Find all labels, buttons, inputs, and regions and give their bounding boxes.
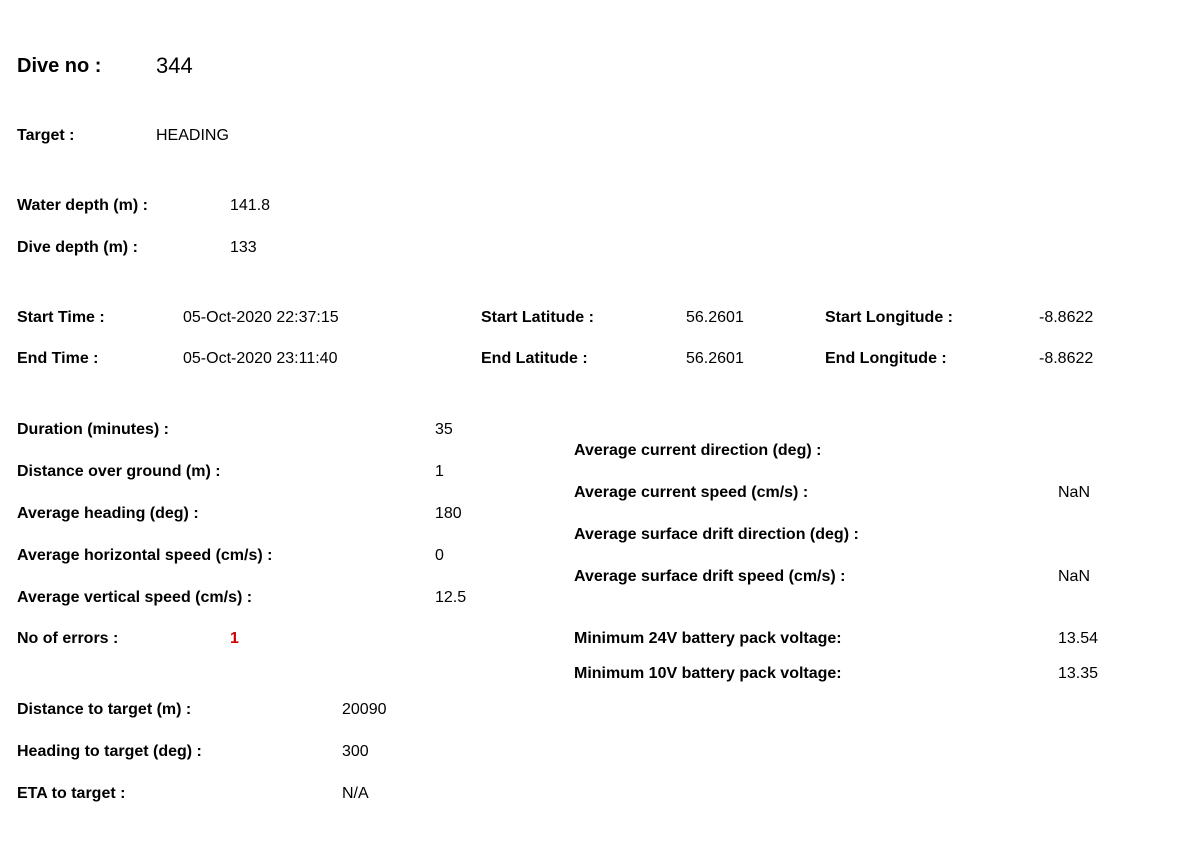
dive-depth-label: Dive depth (m) : [17,239,138,256]
average-horizontal-speed-label: Average horizontal speed (cm/s) : [17,547,273,564]
distance-over-ground-value: 1 [435,463,444,480]
start-time-value: 05-Oct-2020 22:37:15 [183,309,339,326]
start-time-label: Start Time : [17,309,105,326]
end-time-label: End Time : [17,350,99,367]
average-vertical-speed-label: Average vertical speed (cm/s) : [17,589,253,606]
duration-value: 35 [435,421,453,438]
surface-drift-speed-label: Average surface drift speed (cm/s) : [574,568,846,585]
duration-label: Duration (minutes) : [17,421,169,438]
surface-drift-speed-value: NaN [1058,568,1091,585]
battery-24v-label: Minimum 24V battery pack voltage: [574,630,842,647]
surface-drift-direction-label: Average surface drift direction (deg) : [574,526,859,543]
start-latitude-value: 56.2601 [686,309,744,326]
errors-count: 1 [230,630,239,647]
water-depth-label: Water depth (m) : [17,197,148,214]
distance-to-target-label: Distance to target (m) : [17,701,192,718]
average-heading-value: 180 [435,505,462,522]
distance-over-ground-label: Distance over ground (m) : [17,463,221,480]
start-latitude-label: Start Latitude : [481,309,594,326]
average-horizontal-speed-value: 0 [435,547,444,564]
end-longitude-label: End Longitude : [825,350,947,367]
end-latitude-value: 56.2601 [686,350,744,367]
eta-to-target-label: ETA to target : [17,785,126,802]
heading-to-target-value: 300 [342,743,369,760]
errors-label: No of errors : [17,630,119,647]
distance-to-target-value: 20090 [342,701,387,718]
end-time-value: 05-Oct-2020 23:11:40 [183,350,338,367]
water-depth-value: 141.8 [230,197,271,214]
end-longitude-value: -8.8622 [1039,350,1094,367]
battery-10v-label: Minimum 10V battery pack voltage: [574,665,842,682]
average-heading-label: Average heading (deg) : [17,505,199,522]
dive-no-label: Dive no : [17,55,102,77]
target-value: HEADING [156,127,229,144]
current-speed-value: NaN [1058,484,1091,501]
heading-to-target-label: Heading to target (deg) : [17,743,202,760]
dive-no-value: 344 [156,53,193,78]
dive-depth-value: 133 [230,239,257,256]
start-longitude-value: -8.8622 [1039,309,1094,326]
eta-to-target-value: N/A [342,785,369,802]
battery-24v-value: 13.54 [1058,630,1099,647]
target-label: Target : [17,127,75,144]
end-latitude-label: End Latitude : [481,350,588,367]
start-longitude-label: Start Longitude : [825,309,953,326]
battery-10v-value: 13.35 [1058,665,1099,682]
current-speed-label: Average current speed (cm/s) : [574,484,809,501]
current-direction-label: Average current direction (deg) : [574,442,822,459]
average-vertical-speed-value: 12.5 [435,589,467,606]
